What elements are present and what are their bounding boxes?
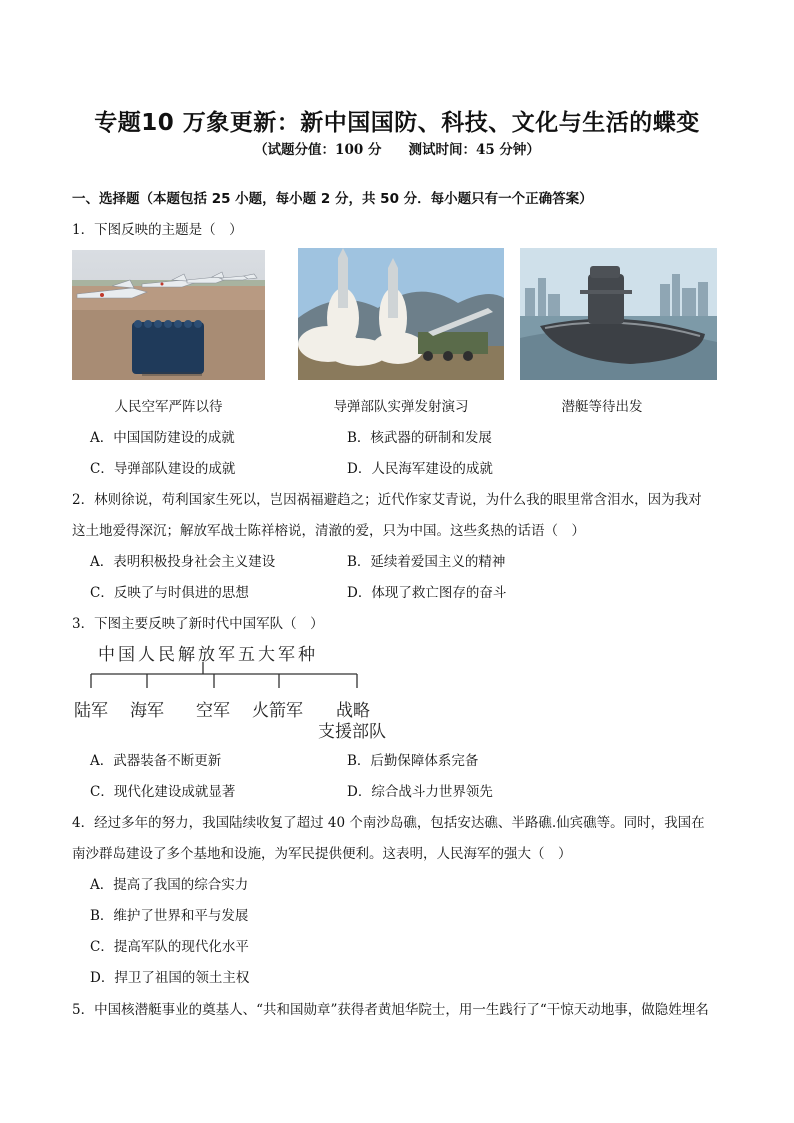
q1-option-d[interactable]: D．人民海军建设的成就 [347,461,493,477]
page-title: 专题10 万象更新：新中国国防、科技、文化与生活的蝶变 [94,110,700,136]
air-force-photo [72,250,265,380]
q2-option-a[interactable]: A．表明积极投身社会主义建设 [90,554,276,570]
q1-option-b[interactable]: B．核武器的研制和发展 [347,430,492,446]
missile-launch-photo [298,248,504,380]
branch-air-force: 空军 [196,701,230,721]
question-2-stem-line-1: 2．林则徐说，苟利国家生死以，岂因祸福避趋之；近代作家艾青说，为什么我的眼里常含泪水，因为我对 [72,492,702,508]
question-2-stem-line-2: 这土地爱得深沉；解放军战士陈祥榕说，清澈的爱，只为中国。这些炙热的话语（ ） [72,523,585,539]
branch-navy: 海军 [130,701,164,721]
q2-option-c[interactable]: C．反映了与时俱进的思想 [90,585,249,601]
question-4-stem-line-1: 4．经过多年的努力，我国陆续收复了超过 40 个南沙岛礁，包括安达礁、半路礁.仙宾礁等。同时，我国在 [72,815,705,831]
q4-option-b[interactable]: B．维护了世界和平与发展 [90,908,249,924]
question-1-stem: 1．下图反映的主题是（ ） [72,222,243,238]
branch-strategic-support: 支援部队 [318,722,386,742]
q4-option-c[interactable]: C．提高军队的现代化水平 [90,939,249,955]
section-heading: 一、选择题（本题包括 25 小题，每小题 2 分，共 50 分．每小题只有一个正确答案） [72,191,593,207]
branch-strategic: 战略 [336,701,370,721]
submarine-photo [520,248,717,380]
q2-option-b[interactable]: B．延续着爱国主义的精神 [347,554,506,570]
q4-option-d[interactable]: D．捍卫了祖国的领土主权 [90,970,250,986]
caption-air-force: 人民空军严阵以待 [114,399,223,415]
q1-option-c[interactable]: C．导弹部队建设的成就 [90,461,236,477]
question-5-stem-line-1: 5．中国核潜艇事业的奠基人、“共和国勋章”获得者黄旭华院士，用一生践行了“干惊天动地事，做隐姓埋名 [72,1002,709,1018]
caption-missile: 导弹部队实弹发射演习 [333,399,469,415]
diagram-connector-lines [72,662,372,692]
q3-option-b[interactable]: B．后勤保障体系完备 [347,753,479,769]
branch-army: 陆军 [74,701,108,721]
branch-rocket-force: 火箭军 [252,701,303,721]
question-4-stem-line-2: 南沙群岛建设了多个基地和设施，为军民提供便利。这表明，人民海军的强大（ ） [72,846,572,862]
q3-option-c[interactable]: C．现代化建设成就显著 [90,784,236,800]
q2-option-d[interactable]: D．体现了救亡图存的奋斗 [347,585,507,601]
q4-option-a[interactable]: A．提高了我国的综合实力 [90,877,249,893]
caption-submarine: 潜艇等待出发 [561,399,643,415]
q1-option-a[interactable]: A．中国国防建设的成就 [90,430,235,446]
q3-option-a[interactable]: A．武器装备不断更新 [90,753,222,769]
diagram-root: 中国人民解放军五大军种 [98,645,318,665]
question-3-stem: 3．下图主要反映了新时代中国军队（ ） [72,616,324,632]
page-subtitle: （试题分值：100 分 测试时间：45 分钟） [254,142,540,158]
q3-option-d[interactable]: D．综合战斗力世界领先 [347,784,493,800]
